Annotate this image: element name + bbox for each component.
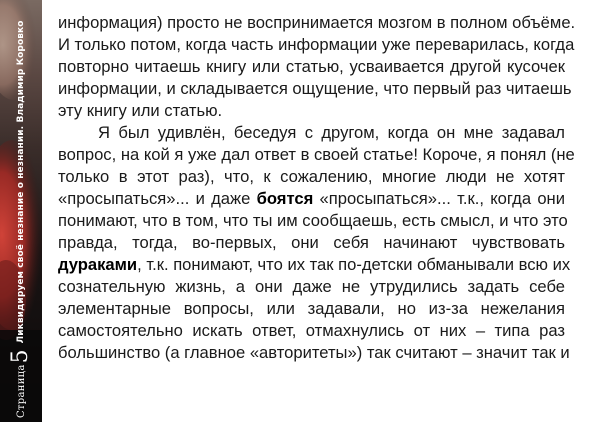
text-line: информации, и складывается ощущение, что первый раз читаешь	[58, 79, 572, 98]
page-label: Страница	[15, 364, 27, 418]
text-line: Я был удивлён, беседуя с другом, когда он мне задавал	[98, 123, 565, 142]
bold-word: дураками	[58, 255, 138, 274]
text-line: повторно читаешь книгу или статью, усваивается другой кусочек	[58, 57, 565, 76]
text-segment: , т.к. понимают, что их так по-детски обманывали всю их	[137, 255, 571, 274]
text-line-with-bold	[58, 188, 565, 210]
text-segment: «просыпаться»... и даже	[58, 189, 257, 208]
text-line: эту книгу или статью.	[58, 101, 223, 120]
text-line: самостоятельно искать ответ, отмахнулись от них – типа раз	[58, 321, 565, 340]
page-number: 5	[8, 349, 33, 364]
text-line: понимают, что в том, что ты им сообщаешь, есть смысл, и что это	[58, 211, 568, 230]
body-text	[58, 12, 576, 364]
text-line: вопрос, на кой я уже дал ответ в своей статье! Короче, я понял (не	[58, 145, 575, 164]
text-line: большинство (а главное «авторитеты») так считают – значит так и	[58, 343, 570, 362]
book-title: Ликвидируем своё незнание о незнании. Владимир Коровко	[16, 20, 26, 344]
text-segment: «просыпаться»... т.к., когда они	[313, 189, 565, 208]
sidebar-strip	[0, 0, 42, 422]
text-line: сознательную жизнь, а они даже не утрудились задать себе	[58, 277, 565, 296]
bold-word: боятся	[256, 189, 314, 208]
paragraph-2	[58, 122, 575, 364]
sidebar-caption	[6, 8, 36, 418]
paragraph-1	[58, 12, 576, 122]
text-line: правда, тогда, во-первых, они себя начинают чувствовать	[58, 233, 565, 252]
text-line: только в этот раз), что, к сожалению, многие люди не хотят	[58, 167, 565, 186]
text-line: информация) просто не воспринимается мозгом в полном объёме.	[58, 13, 576, 32]
text-line: элементарные вопросы, или задавали, но из-за нежелания	[58, 299, 565, 318]
text-line: И только потом, когда часть информации уже переварилась, когда	[58, 35, 575, 54]
text-line-with-bold	[58, 254, 571, 276]
